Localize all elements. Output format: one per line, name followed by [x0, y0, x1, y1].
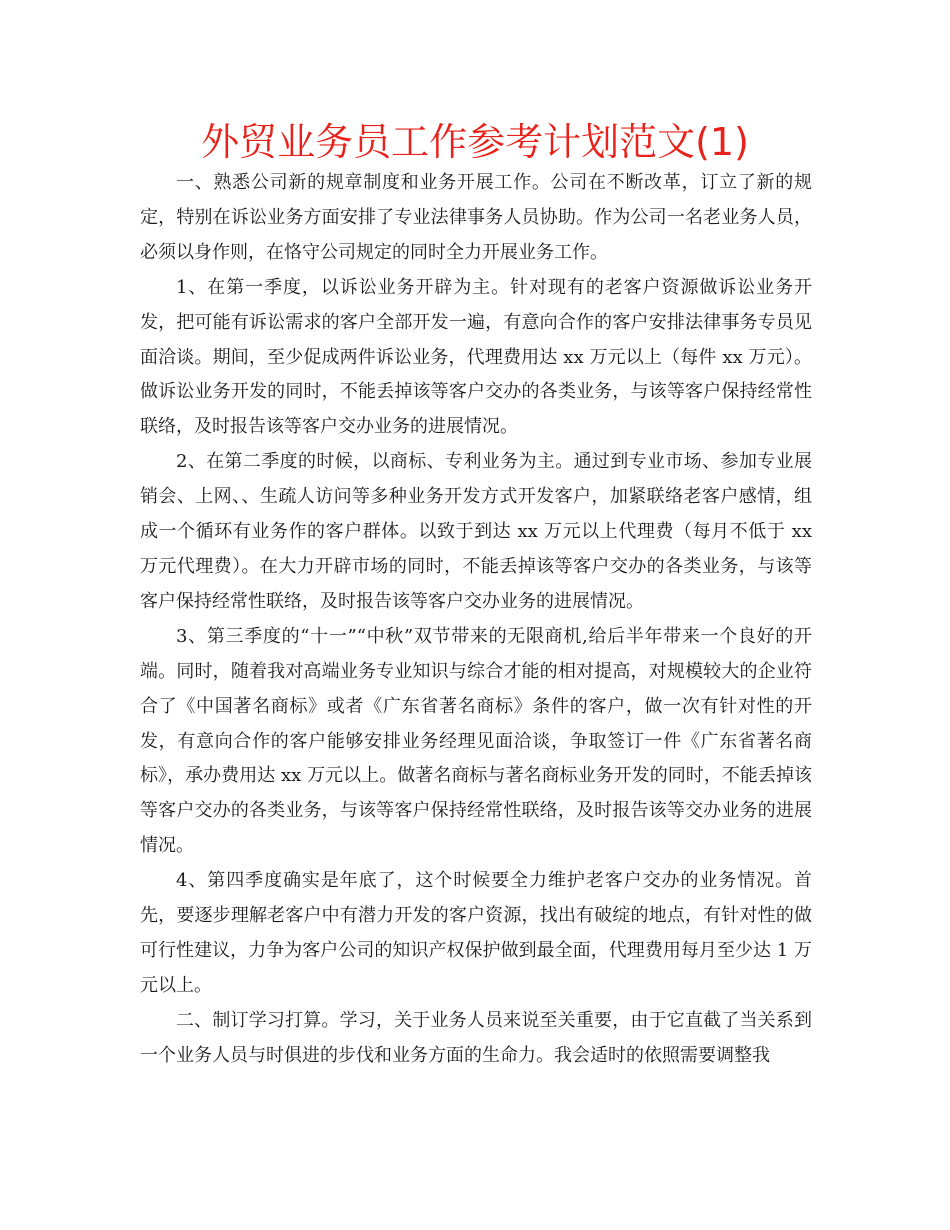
paragraph-section-two: 二、制订学习打算。学习，关于业务人员来说至关重要，由于它直截了当关系到一个业务人员与时俱进的步伐和业务方面的生命力。我会适时的依照需要调整我	[140, 1009, 812, 1066]
paragraph-q1: 1、在第一季度，以诉讼业务开辟为主。针对现有的老客户资源做诉讼业务开发，把可能有诉讼需求的客户全部开发一遍，有意向合作的客户安排法律事务专员见面洽谈。期间，至少促成两件诉讼业务，代理费用达 xx 万元以上（每件 xx 万元）。做诉讼业务开发的同时，不能丢掉该等客户交办的各类业务，与该等客户保持经常性联络，及时报告该等客户交办业务的进展情况。	[140, 276, 812, 438]
document-body	[140, 166, 812, 1074]
paragraph-q3: 3、第三季度的“十一”“中秋”双节带来的无限商机,给后半年带来一个良好的开端。同时，随着我对高端业务专业知识与综合才能的相对提高，对规模较大的企业符合了《中国著名商标》或者《广东省著名商标》条件的客户，做一次有针对性的开发，有意向合作的客户能够安排业务经理见面洽谈，争取签订一件《广东省著名商标》，承办费用达 xx 万元以上。做著名商标与著名商标业务开发的同时，不能丢掉该等客户交办的各类业务，与该等客户保持经常性联络，及时报告该等交办业务的进展情况。	[140, 625, 812, 857]
document-title: 外贸业务员工作参考计划范文(1)	[201, 120, 749, 164]
paragraph-q4: 4、第四季度确实是年底了，这个时候要全力维护老客户交办的业务情况。首先，要逐步理解老客户中有潜力开发的客户资源，找出有破绽的地点，有针对性的做可行性建议，力争为客户公司的知识产权保护做到最全面，代理费用每月至少达 1 万元以上。	[140, 870, 812, 996]
paragraph-q2: 2、在第二季度的时候，以商标、专利业务为主。通过到专业市场、参加专业展销会、上网、、生疏人访问等多种业务开发方式开发客户，加紧联络老客户感情，组成一个循环有业务作的客户群体。以致于到达 xx 万元以上代理费（每月不低于 xx 万元代理费）。在大力开辟市场的同时，不能丢掉该等客户交办的各类业务，与该等客户保持经常性联络，及时报告该等客户交办业务的进展情况。	[140, 451, 812, 612]
paragraph-section-one: 一、熟悉公司新的规章制度和业务开展工作。公司在不断改革，订立了新的规定，特别在诉讼业务方面安排了专业法律事务人员协助。作为公司一名老业务人员，必须以身作则，在恪守公司规定的同时全力开展业务工作。	[140, 172, 812, 263]
